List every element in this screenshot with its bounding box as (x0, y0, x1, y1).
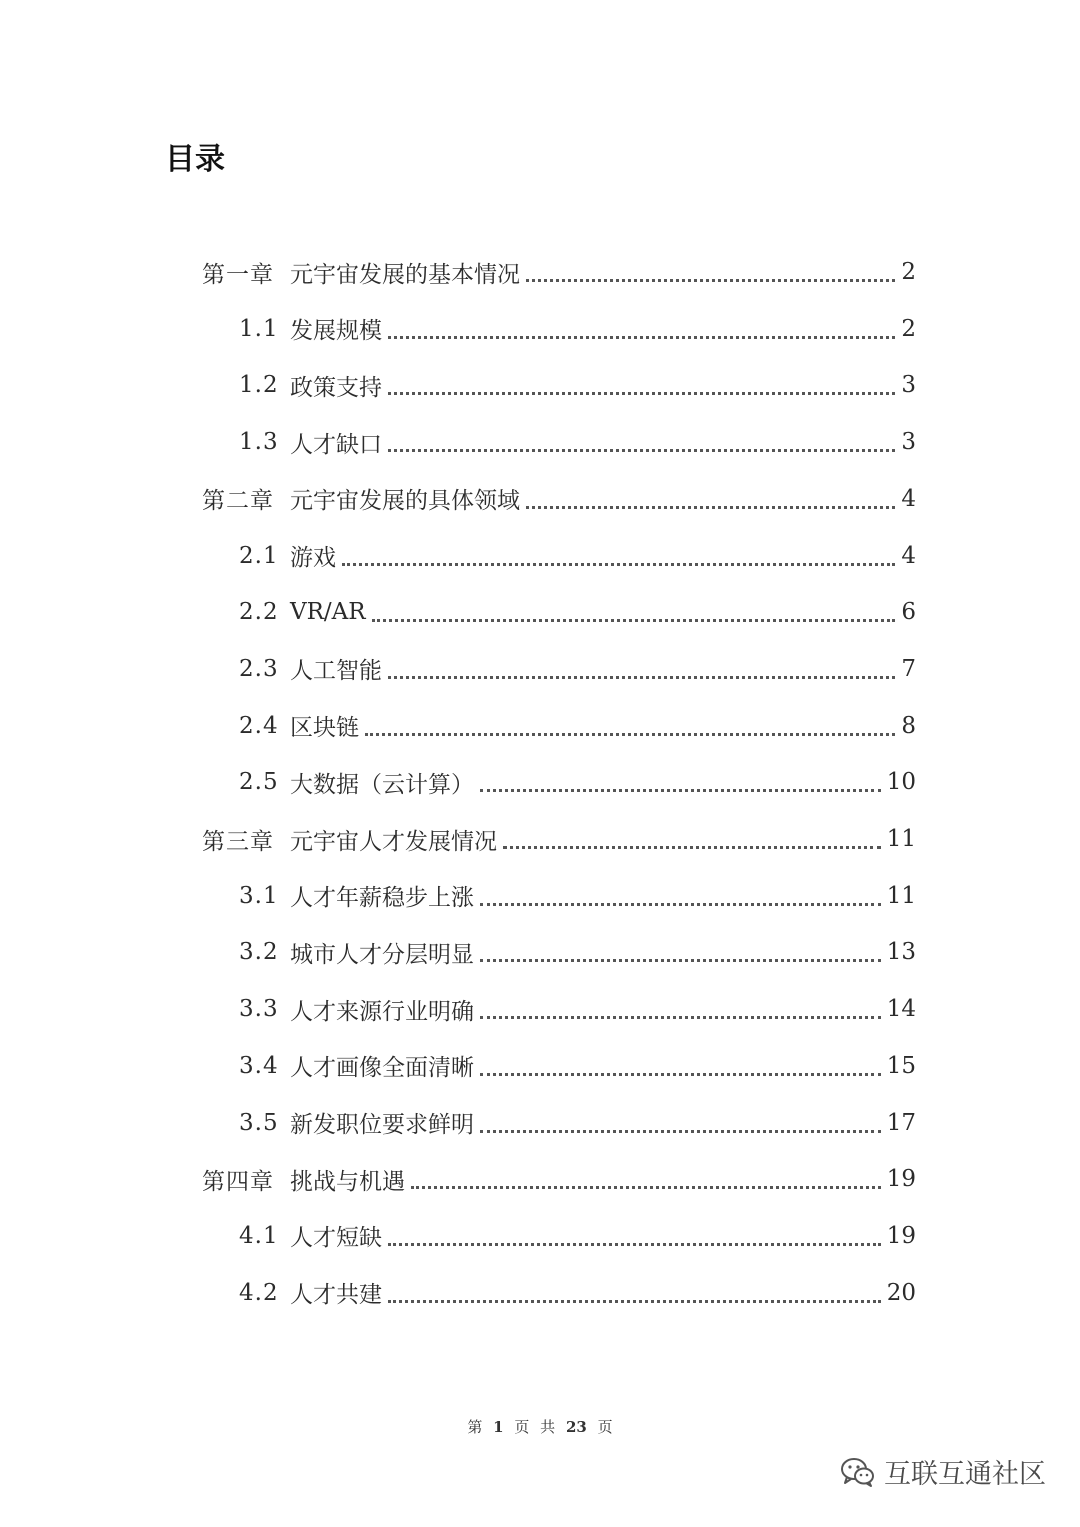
toc-number: 2.3 (239, 655, 279, 682)
wechat-icon (840, 1456, 876, 1488)
toc-dot-leader (342, 563, 895, 566)
toc-number: 第四章 (202, 1168, 274, 1195)
toc-number: 2.2 (239, 599, 279, 626)
toc-number: 1.3 (239, 429, 279, 456)
toc-title: 人才短缺 (290, 1225, 382, 1252)
toc-number: 3.1 (239, 882, 279, 909)
toc-section[interactable] (239, 762, 916, 802)
toc-page-number: 11 (886, 826, 916, 852)
toc-number: 4.1 (239, 1222, 279, 1249)
toc-page-number: 19 (886, 1166, 916, 1193)
toc-section[interactable] (239, 592, 916, 632)
toc-dot-leader (480, 1073, 881, 1076)
toc-title: 城市人才分层明显 (290, 941, 474, 968)
toc-page-number: 10 (886, 769, 916, 796)
toc-title: 人才年薪稳步上涨 (290, 885, 474, 912)
toc-dot-leader (480, 903, 881, 906)
watermark-text: 互联互通社区 (884, 1459, 1046, 1490)
footer-total-pages: 23 (565, 1418, 587, 1436)
toc-page-number: 2 (901, 315, 916, 342)
toc-page-number: 4 (901, 485, 916, 512)
toc-page-number: 11 (886, 882, 916, 909)
toc-section[interactable] (239, 1216, 916, 1256)
toc-section[interactable] (239, 309, 916, 349)
toc-dot-leader (372, 619, 896, 622)
toc-page-number: 20 (886, 1279, 916, 1306)
toc-dot-leader (503, 846, 881, 849)
toc-number: 1.1 (239, 315, 279, 342)
toc-section[interactable] (239, 1273, 916, 1313)
toc-dot-leader (365, 733, 895, 736)
toc-title: 新发职位要求鲜明 (290, 1112, 474, 1138)
toc-title: 元宇宙发展的基本情况 (290, 261, 520, 288)
toc-dot-leader (388, 1300, 881, 1303)
toc-section[interactable] (239, 422, 916, 462)
toc-dot-leader (480, 959, 881, 962)
toc-chapter[interactable] (202, 1159, 916, 1199)
toc-number: 第二章 (202, 488, 274, 515)
toc-section[interactable] (239, 1103, 916, 1143)
toc-number: 3.4 (239, 1052, 279, 1079)
footer-prefix: 第 (467, 1418, 483, 1436)
toc-page-number: 2 (901, 259, 916, 285)
toc-title: VR/AR (290, 599, 366, 626)
toc-number: 2.4 (239, 712, 279, 739)
toc-number: 3.2 (239, 939, 279, 966)
toc-dot-leader (411, 1186, 881, 1189)
toc-title: 人才画像全面清晰 (290, 1055, 474, 1082)
toc-title: 区块链 (290, 715, 359, 742)
toc-dot-leader (388, 676, 895, 679)
toc-number: 第三章 (202, 828, 274, 855)
toc-page-number: 13 (886, 939, 916, 966)
toc-page-number: 3 (901, 429, 916, 456)
toc-title: 人才缺口 (290, 431, 382, 458)
toc-title: 挑战与机遇 (290, 1168, 405, 1195)
toc-number: 2.1 (239, 542, 279, 569)
toc-dot-leader (480, 789, 881, 792)
toc-page-number: 7 (901, 655, 916, 682)
toc-title: 人工智能 (290, 658, 382, 685)
toc-title: 人才来源行业明确 (290, 998, 474, 1025)
toc-dot-leader (526, 279, 895, 282)
toc-page-number: 3 (901, 372, 916, 399)
footer-suffix: 页 (597, 1418, 613, 1436)
page-title: 目录 (165, 142, 225, 177)
toc-number: 1.2 (239, 372, 279, 399)
toc-page-number: 19 (886, 1222, 916, 1249)
toc-dot-leader (526, 506, 895, 509)
toc-dot-leader (388, 392, 895, 395)
toc-dot-leader (388, 336, 895, 339)
toc-title: 发展规模 (290, 318, 382, 345)
toc-page-number: 17 (886, 1109, 916, 1136)
toc-section[interactable] (239, 876, 916, 916)
footer-current-page: 1 (493, 1418, 504, 1436)
toc-number: 4.2 (239, 1279, 279, 1306)
toc-page-number: 6 (901, 599, 916, 626)
toc-dot-leader (480, 1130, 881, 1133)
toc-section[interactable] (239, 649, 916, 689)
toc-dot-leader (480, 1016, 881, 1019)
toc-page-number: 8 (901, 712, 916, 739)
toc-section[interactable] (239, 932, 916, 972)
toc-title: 元宇宙发展的具体领域 (290, 488, 520, 515)
toc-number: 3.3 (239, 996, 279, 1023)
toc-title: 游戏 (290, 545, 336, 571)
toc-chapter[interactable] (202, 479, 916, 519)
toc-page-number: 15 (886, 1052, 916, 1079)
toc-number: 2.5 (239, 769, 279, 796)
toc-section[interactable] (239, 1046, 916, 1086)
toc-chapter[interactable] (202, 252, 916, 292)
toc-page-number: 14 (886, 996, 916, 1023)
toc-page-number: 4 (901, 542, 916, 569)
toc-section[interactable] (239, 989, 916, 1029)
toc-section[interactable] (239, 365, 916, 405)
toc-dot-leader (388, 1243, 881, 1246)
toc-dot-leader (388, 449, 895, 452)
toc-number: 第一章 (202, 261, 274, 288)
watermark (840, 1452, 1046, 1491)
toc-chapter[interactable] (202, 819, 916, 859)
toc-section[interactable] (239, 536, 916, 576)
page-footer (0, 1416, 1080, 1437)
toc-title: 人才共建 (290, 1282, 382, 1309)
toc-title: 元宇宙人才发展情况 (290, 828, 497, 855)
toc-title: 大数据（云计算） (290, 771, 474, 798)
footer-middle: 页 共 (514, 1418, 556, 1436)
toc-section[interactable] (239, 706, 916, 746)
toc-number: 3.5 (239, 1109, 279, 1136)
toc-title: 政策支持 (290, 374, 382, 401)
